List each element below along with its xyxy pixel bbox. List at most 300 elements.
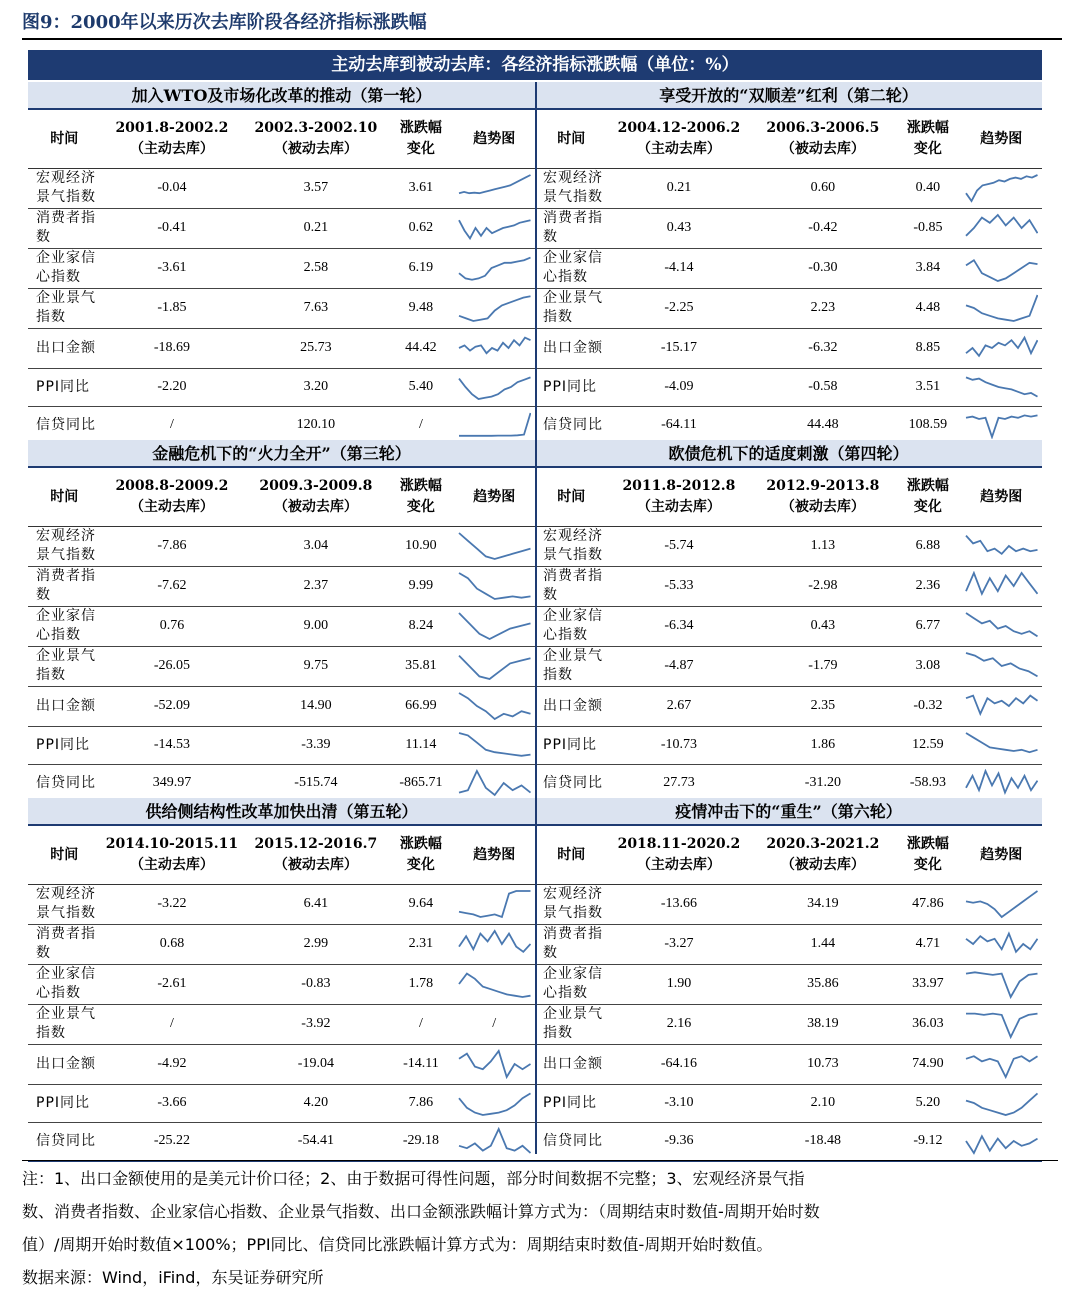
row-label-line: 企业家信	[543, 608, 603, 624]
change-value: 4.48	[915, 300, 941, 315]
row-label	[535, 1122, 607, 1160]
trend-sparkline	[458, 651, 531, 681]
passive-value: 2.37	[303, 578, 329, 593]
time-column-header: 时间	[557, 846, 586, 863]
row-label-text	[36, 209, 96, 247]
row-label-line: 企业景气	[543, 1006, 603, 1022]
row-label-line: 企业家信	[36, 966, 96, 982]
row-label-text	[36, 774, 96, 793]
trend-sparkline	[458, 213, 531, 243]
row-label-text	[543, 339, 603, 358]
trend-sparkline	[458, 253, 531, 283]
change-value: /	[418, 417, 423, 432]
trend-sparkline	[965, 213, 1038, 243]
row-label-line: 数	[543, 587, 558, 603]
active-value: -5.74	[664, 538, 694, 553]
trend-sparkline	[965, 531, 1038, 561]
active-period-range: 2008.8-2009.2	[115, 478, 229, 494]
row-label-text	[36, 169, 96, 207]
row-label-line: 景气指数	[36, 547, 96, 563]
sparkline-path	[966, 1056, 1038, 1077]
row-label-line: 信贷同比	[543, 774, 603, 791]
row-label-text	[36, 416, 96, 435]
change-value: -14.11	[403, 1056, 439, 1071]
row-label-text	[543, 289, 603, 327]
change-value: -865.71	[399, 775, 443, 790]
passive-value: 2.35	[810, 698, 836, 713]
row-label-text	[36, 1094, 90, 1113]
passive-value: 3.20	[303, 379, 329, 394]
row-label-line: 消费者指	[36, 210, 96, 226]
sparkline-path	[459, 296, 531, 321]
active-value: -6.34	[664, 618, 694, 633]
row-label-line: 心指数	[543, 985, 588, 1001]
active-value: -4.87	[664, 658, 694, 673]
passive-period-label: （被动去库）	[273, 141, 358, 157]
passive-period-header	[750, 110, 895, 168]
change-value: 9.99	[408, 578, 434, 593]
sparkline-path	[966, 260, 1038, 281]
row-label	[535, 208, 607, 248]
row-label-line: 指数	[543, 1025, 573, 1041]
row-label-line: 景气指数	[36, 905, 96, 921]
row-label-text	[543, 527, 603, 565]
change-value: 11.14	[405, 737, 437, 752]
passive-value: 4.20	[303, 1095, 329, 1110]
trend-sparkline	[965, 1009, 1038, 1039]
row-label	[535, 726, 607, 764]
active-period-label: （主动去库）	[636, 141, 721, 157]
row-label-line: 企业景气	[543, 648, 603, 664]
active-value: 0.43	[666, 220, 692, 235]
passive-value: 120.10	[296, 417, 336, 432]
active-value: -3.61	[157, 260, 187, 275]
row-label-line: 信贷同比	[543, 416, 603, 433]
row-label-line: 企业景气	[543, 290, 603, 306]
row-label-line: 数	[36, 945, 51, 961]
change-value: 36.03	[912, 1016, 944, 1031]
passive-period-range: 2012.9-2013.8	[766, 478, 880, 494]
trend-sparkline	[458, 691, 531, 721]
row-label	[28, 526, 100, 566]
row-label-line: 消费者指	[36, 568, 96, 584]
row-label-line: 宏观经济	[36, 528, 96, 544]
table-main-header: 主动去库到被动去库：各经济指标涨跌幅（单位：%）	[28, 50, 1042, 80]
row-label	[28, 208, 100, 248]
row-label	[535, 964, 607, 1004]
active-value: -7.86	[157, 538, 187, 553]
row-label-text	[543, 1055, 603, 1074]
row-label	[535, 646, 607, 686]
change-value: 6.77	[915, 618, 941, 633]
active-value: 0.68	[159, 936, 185, 951]
row-label-text	[36, 885, 96, 923]
passive-period-range: 2015.12-2016.7	[254, 836, 378, 852]
row-label-line: PPI同比	[36, 1094, 91, 1111]
row-label-line: PPI同比	[36, 736, 91, 753]
row-label-text	[543, 925, 603, 963]
change-column-header	[388, 826, 453, 884]
row-label-line: 心指数	[36, 627, 81, 643]
row-label-text	[36, 567, 96, 605]
active-value: -2.25	[664, 300, 694, 315]
row-label-text	[543, 169, 603, 207]
row-label	[28, 1004, 100, 1044]
row-label-text	[543, 416, 603, 435]
trend-sparkline	[965, 253, 1038, 283]
passive-value: 2.99	[303, 936, 329, 951]
change-value: 9.48	[408, 300, 434, 315]
passive-value: -1.79	[808, 658, 838, 673]
active-value: /	[169, 417, 174, 432]
trend-sparkline	[965, 1049, 1038, 1079]
passive-period-header	[243, 826, 388, 884]
sparkline-path	[966, 653, 1038, 676]
active-period-header	[100, 110, 243, 168]
row-label-line: PPI同比	[36, 378, 91, 395]
sparkline-path	[459, 1051, 531, 1077]
trend-sparkline	[965, 929, 1038, 959]
row-label	[28, 368, 100, 406]
active-value: -2.61	[157, 976, 187, 991]
sparkline-path	[966, 1136, 1038, 1153]
active-period-header	[607, 468, 750, 526]
row-label-text	[543, 965, 603, 1003]
sparkline-path	[459, 573, 531, 599]
row-label	[28, 686, 100, 726]
row-label	[28, 924, 100, 964]
trend-sparkline	[965, 731, 1038, 759]
passive-value: -0.58	[808, 379, 838, 394]
change-header-line-1: 涨跌幅	[399, 478, 442, 494]
row-label	[28, 884, 100, 924]
trend-column-header: 趋势图	[980, 488, 1023, 505]
row-label-line: 出口金额	[36, 697, 96, 714]
row-label-line: 宏观经济	[543, 886, 603, 902]
row-label-text	[543, 647, 603, 685]
row-label	[535, 924, 607, 964]
row-label	[28, 406, 100, 444]
trend-sparkline	[965, 173, 1038, 203]
active-period-range: 2014.10-2015.11	[105, 836, 239, 852]
time-column-header: 时间	[557, 130, 586, 147]
change-header-line-2: 变化	[913, 141, 942, 157]
passive-value: 2.23	[810, 300, 836, 315]
passive-value: 2.58	[303, 260, 329, 275]
row-label	[28, 964, 100, 1004]
active-value: -2.20	[157, 379, 187, 394]
row-label-line: 消费者指	[543, 210, 603, 226]
row-label-text	[36, 1055, 96, 1074]
notes-block	[22, 1162, 1058, 1294]
sparkline-path	[459, 533, 531, 559]
active-period-range: 2011.8-2012.8	[622, 478, 736, 494]
active-value: -13.66	[660, 896, 698, 911]
active-value: 349.97	[152, 775, 192, 790]
change-value: 12.59	[912, 737, 944, 752]
active-value: 2.16	[666, 1016, 692, 1031]
passive-period-range: 2002.3-2002.10	[254, 120, 378, 136]
change-value: 66.99	[405, 698, 437, 713]
change-header-line-2: 变化	[913, 499, 942, 515]
row-label-text	[36, 1132, 96, 1151]
row-label-text	[543, 1094, 597, 1113]
change-value: 6.88	[915, 538, 941, 553]
row-label-text	[543, 209, 603, 247]
sparkline-path	[966, 1093, 1038, 1115]
active-value: 27.73	[663, 775, 695, 790]
passive-value: 2.10	[810, 1095, 836, 1110]
row-label-line: 景气指数	[543, 905, 603, 921]
row-label-line: 企业家信	[543, 250, 603, 266]
sparkline-path	[966, 972, 1038, 997]
trend-sparkline	[965, 411, 1038, 439]
change-value: -29.18	[402, 1133, 439, 1148]
change-header-line-1: 涨跌幅	[906, 478, 949, 494]
active-value: -10.73	[660, 737, 698, 752]
change-header-line-2: 变化	[406, 499, 435, 515]
change-value: 3.84	[915, 260, 941, 275]
row-label-line: 指数	[543, 309, 573, 325]
change-header-line-1: 涨跌幅	[906, 836, 949, 852]
trend-column-header: 趋势图	[473, 130, 516, 147]
change-value: 2.31	[408, 936, 434, 951]
active-period-range: 2018.11-2020.2	[617, 836, 741, 852]
passive-period-range: 2009.3-2009.8	[259, 478, 373, 494]
change-column-header	[895, 468, 960, 526]
passive-value: -0.30	[808, 260, 838, 275]
trend-sparkline	[965, 1089, 1038, 1117]
active-value: -18.69	[153, 340, 191, 355]
change-value: 5.40	[408, 379, 434, 394]
change-value: 4.71	[915, 936, 941, 951]
time-column-header: 时间	[50, 130, 79, 147]
active-period-header	[607, 826, 750, 884]
row-label-text	[543, 378, 597, 397]
row-label-line: PPI同比	[543, 736, 598, 753]
passive-period-label: （被动去库）	[780, 141, 865, 157]
row-label	[28, 1084, 100, 1122]
row-label-text	[36, 697, 96, 716]
row-label-line: 信贷同比	[36, 774, 96, 791]
sparkline-path	[459, 693, 531, 719]
change-value: -0.85	[913, 220, 943, 235]
row-label	[28, 1044, 100, 1084]
row-label-line: 数	[543, 229, 558, 245]
passive-value: 0.60	[810, 180, 836, 195]
change-value: 0.62	[408, 220, 434, 235]
trend-sparkline	[965, 651, 1038, 681]
passive-period-label: （被动去库）	[273, 499, 358, 515]
sparkline-path	[966, 295, 1038, 321]
row-label-text	[543, 249, 603, 287]
active-value: -4.09	[664, 379, 694, 394]
row-label-line: 宏观经济	[543, 528, 603, 544]
sparkline-path	[459, 733, 531, 756]
passive-value: -0.42	[808, 220, 838, 235]
active-period-label: （主动去库）	[129, 141, 214, 157]
row-label-text	[36, 925, 96, 963]
row-label	[535, 764, 607, 802]
trend-sparkline	[965, 691, 1038, 721]
row-label-line: 宏观经济	[36, 886, 96, 902]
row-label-line: 消费者指	[543, 568, 603, 584]
active-value: -7.62	[157, 578, 187, 593]
row-label-text	[36, 249, 96, 287]
trend-sparkline	[965, 373, 1038, 401]
sparkline-path	[459, 656, 531, 679]
change-header-line-1: 涨跌幅	[906, 120, 949, 136]
trend-sparkline	[458, 929, 531, 959]
passive-value: -6.32	[808, 340, 838, 355]
trend-sparkline	[458, 411, 531, 439]
change-value: 8.24	[408, 618, 434, 633]
passive-period-range: 2020.3-2021.2	[766, 836, 880, 852]
row-label-line: 心指数	[36, 269, 81, 285]
time-column-header: 时间	[557, 488, 586, 505]
active-period-header	[607, 110, 750, 168]
row-label-line: 数	[36, 229, 51, 245]
change-header-line-2: 变化	[406, 141, 435, 157]
trend-sparkline	[458, 373, 531, 401]
row-label-line: PPI同比	[543, 1094, 598, 1111]
row-label-text	[36, 378, 90, 397]
passive-value: 3.04	[303, 538, 329, 553]
change-column-header	[388, 468, 453, 526]
passive-period-header	[243, 110, 388, 168]
change-value: 8.85	[915, 340, 941, 355]
row-label	[28, 1122, 100, 1160]
sparkline-path	[459, 220, 531, 238]
note-line-3: 值）/周期开始时数值×100%；PPI同比、信贷同比涨跌幅计算方式为：周期结束时数值-周期开始时数值。	[22, 1235, 773, 1254]
passive-value: -54.41	[297, 1133, 334, 1148]
row-label-line: 消费者指	[36, 926, 96, 942]
row-label-line: 心指数	[36, 985, 81, 1001]
row-label-line: 出口金额	[543, 1055, 603, 1072]
row-label	[535, 526, 607, 566]
passive-value: 0.43	[810, 618, 836, 633]
section-title: 金融危机下的“火力全开”（第三轮）	[28, 440, 535, 468]
change-value: 3.08	[915, 658, 941, 673]
row-label-line: 景气指数	[543, 547, 603, 563]
sparkline-path	[459, 974, 531, 997]
trend-sparkline	[458, 969, 531, 999]
active-period-header	[100, 826, 243, 884]
row-label	[28, 566, 100, 606]
passive-value: -515.74	[294, 775, 338, 790]
row-label	[28, 248, 100, 288]
change-value: 7.86	[408, 1095, 434, 1110]
trend-sparkline	[458, 1049, 531, 1079]
change-value: 3.51	[915, 379, 941, 394]
passive-value: 7.63	[303, 300, 329, 315]
passive-value: 25.73	[300, 340, 332, 355]
change-header-line-1: 涨跌幅	[399, 120, 442, 136]
sparkline-path	[966, 696, 1038, 714]
trend-sparkline	[458, 1089, 531, 1117]
change-value: 74.90	[912, 1056, 944, 1071]
change-value: 44.42	[405, 340, 437, 355]
active-value: -3.66	[157, 1095, 187, 1110]
trend-sparkline	[965, 969, 1038, 999]
passive-value: 35.86	[807, 976, 839, 991]
time-column-header: 时间	[50, 846, 79, 863]
row-label-line: 宏观经济	[36, 170, 96, 186]
passive-value: 44.48	[807, 417, 839, 432]
sparkline-path	[966, 891, 1038, 917]
trend-sparkline	[458, 531, 531, 561]
sparkline-path	[459, 613, 531, 639]
passive-value: -19.04	[297, 1056, 334, 1071]
row-label-text	[543, 567, 603, 605]
row-label-line: 出口金额	[543, 697, 603, 714]
row-label-line: PPI同比	[543, 378, 598, 395]
row-label	[28, 646, 100, 686]
note-line-2: 数、消费者指数、企业家信心指数、企业景气指数、出口金额涨跌幅计算方式为：（周期结束时数值-周期开始时数	[22, 1202, 820, 1221]
row-label	[535, 406, 607, 444]
active-value: -9.36	[664, 1133, 694, 1148]
change-header-line-2: 变化	[913, 857, 942, 873]
active-value: -0.04	[157, 180, 187, 195]
row-label	[28, 764, 100, 802]
trend-column-header: 趋势图	[980, 846, 1023, 863]
row-label	[28, 168, 100, 208]
passive-period-header	[750, 468, 895, 526]
row-label-line: 指数	[36, 667, 66, 683]
change-value: 0.40	[915, 180, 941, 195]
section-title: 欧债危机下的适度刺激（第四轮）	[535, 440, 1042, 468]
active-value: 0.76	[159, 618, 185, 633]
sparkline-path	[459, 258, 531, 280]
sparkline-path	[459, 1093, 531, 1115]
row-label-text	[36, 289, 96, 327]
active-period-label: （主动去库）	[636, 857, 721, 873]
trend-sparkline	[458, 571, 531, 601]
row-label-line: 指数	[36, 309, 66, 325]
trend-sparkline	[458, 333, 531, 363]
active-value: -3.10	[664, 1095, 694, 1110]
sparkline-path	[966, 338, 1038, 356]
row-label	[535, 288, 607, 328]
sparkline-path	[459, 1129, 531, 1153]
passive-value: 0.21	[303, 220, 329, 235]
row-label	[535, 1004, 607, 1044]
passive-value: 10.73	[807, 1056, 839, 1071]
trend-sparkline	[965, 571, 1038, 601]
row-label	[28, 726, 100, 764]
trend-sparkline	[458, 889, 531, 919]
change-value: /	[418, 1016, 423, 1031]
sparkline-path	[966, 536, 1038, 554]
passive-value: 38.19	[807, 1016, 839, 1031]
passive-period-header	[243, 468, 388, 526]
row-label	[28, 328, 100, 368]
passive-value: -3.39	[301, 737, 331, 752]
row-label-line: 信贷同比	[36, 1132, 96, 1149]
row-label-line: 企业景气	[36, 290, 96, 306]
row-label-text	[36, 965, 96, 1003]
row-label	[535, 1084, 607, 1122]
trend-sparkline	[458, 731, 531, 759]
change-value: 1.78	[408, 976, 434, 991]
sparkline-path	[459, 338, 531, 354]
passive-period-range: 2006.3-2006.5	[766, 120, 880, 136]
row-label-line: 数	[543, 945, 558, 961]
row-label-text	[543, 736, 597, 755]
change-value: 47.86	[912, 896, 944, 911]
sparkline-path	[459, 413, 531, 436]
change-value: -0.32	[913, 698, 943, 713]
